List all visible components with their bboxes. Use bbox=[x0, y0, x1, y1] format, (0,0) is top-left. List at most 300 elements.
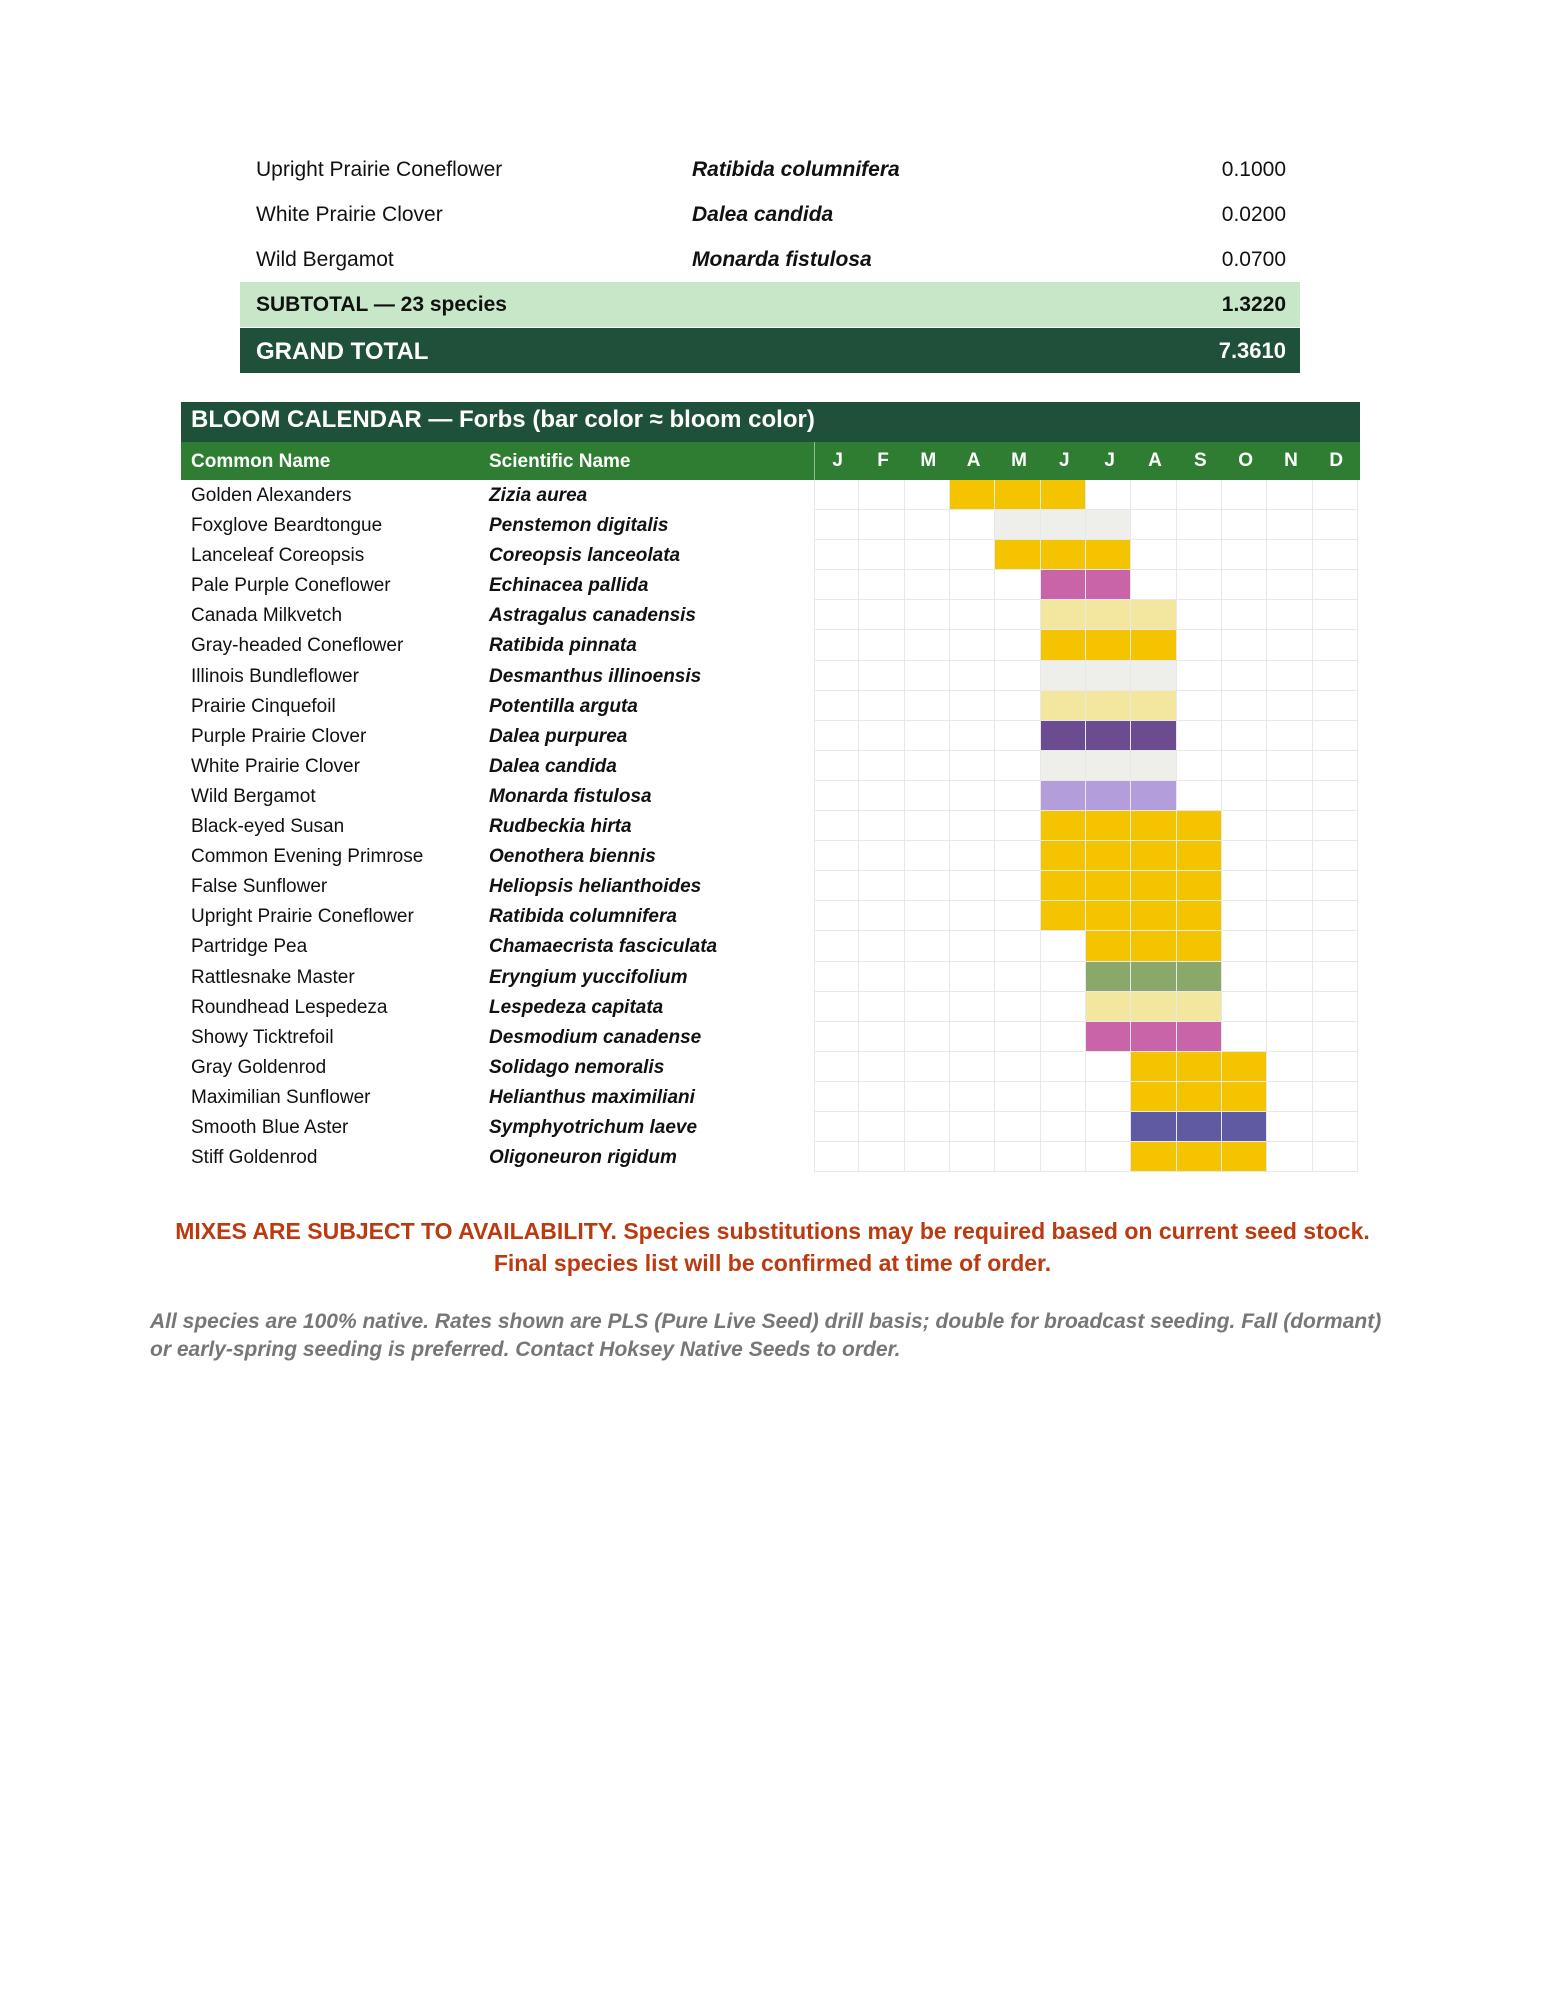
month-cell bbox=[1222, 992, 1267, 1022]
bloom-bar-cell bbox=[1086, 570, 1131, 600]
month-cell bbox=[814, 570, 859, 600]
bloom-bar-cell bbox=[1222, 1142, 1267, 1172]
bloom-row bbox=[181, 841, 1360, 871]
bloom-bar-cell bbox=[1131, 721, 1176, 751]
bloom-bar-cell bbox=[1131, 781, 1176, 811]
month-cell bbox=[1313, 691, 1358, 721]
bloom-month-grid bbox=[814, 901, 1358, 931]
month-cell bbox=[1131, 540, 1176, 570]
month-cell bbox=[1177, 630, 1222, 660]
grand-total-value: 7.3610 bbox=[1218, 338, 1286, 363]
month-header: M bbox=[1011, 450, 1027, 471]
bloom-common-name: False Sunflower bbox=[191, 876, 328, 898]
bloom-bar-cell bbox=[1041, 841, 1086, 871]
month-header: S bbox=[1193, 450, 1207, 471]
bloom-month-grid bbox=[814, 630, 1358, 660]
month-cell bbox=[1222, 540, 1267, 570]
month-cell bbox=[1313, 841, 1358, 871]
bloom-bar-cell bbox=[1086, 1022, 1131, 1052]
bloom-common-name: Illinois Bundleflower bbox=[191, 665, 359, 687]
month-cell bbox=[995, 1142, 1040, 1172]
bloom-scientific-name: Rudbeckia hirta bbox=[489, 816, 632, 838]
month-cell bbox=[995, 811, 1040, 841]
bloom-common-name: Black-eyed Susan bbox=[191, 816, 345, 838]
bloom-bar-cell bbox=[1041, 630, 1086, 660]
month-cell bbox=[814, 901, 859, 931]
bloom-row bbox=[181, 1022, 1360, 1052]
month-cell bbox=[859, 751, 904, 781]
month-cell bbox=[1313, 1112, 1358, 1142]
month-cell bbox=[814, 1112, 859, 1142]
subtotal-value: 1.3220 bbox=[1221, 293, 1286, 316]
month-cell bbox=[1222, 630, 1267, 660]
bloom-bar-cell bbox=[1086, 962, 1131, 992]
bloom-bar-cell bbox=[1086, 871, 1131, 901]
month-cell bbox=[905, 1022, 950, 1052]
month-cell bbox=[950, 1022, 995, 1052]
month-cell bbox=[950, 1112, 995, 1142]
bloom-month-grid bbox=[814, 570, 1358, 600]
month-cell bbox=[1086, 1082, 1131, 1112]
month-cell bbox=[905, 540, 950, 570]
bloom-bar-cell bbox=[1177, 871, 1222, 901]
bloom-common-name: White Prairie Clover bbox=[191, 755, 360, 777]
bloom-scientific-name: Echinacea pallida bbox=[489, 575, 649, 597]
bloom-scientific-name: Oenothera biennis bbox=[489, 846, 656, 868]
month-cell bbox=[859, 1022, 904, 1052]
bloom-bar-cell bbox=[1131, 691, 1176, 721]
month-cell bbox=[1313, 570, 1358, 600]
month-cell bbox=[1313, 931, 1358, 961]
bloom-scientific-name: Oligoneuron rigidum bbox=[489, 1147, 677, 1169]
month-cell bbox=[905, 480, 950, 510]
month-cell bbox=[950, 630, 995, 660]
month-cell bbox=[995, 901, 1040, 931]
bloom-bar-cell bbox=[1131, 1052, 1176, 1082]
month-cell bbox=[1267, 1022, 1312, 1052]
month-cell bbox=[1267, 781, 1312, 811]
bloom-common-name: Partridge Pea bbox=[191, 936, 308, 958]
month-cell bbox=[1041, 1112, 1086, 1142]
bloom-month-grid bbox=[814, 1082, 1358, 1112]
bloom-bar-cell bbox=[1177, 901, 1222, 931]
month-cell bbox=[859, 901, 904, 931]
bloom-month-grid bbox=[814, 480, 1358, 510]
bloom-bar-cell bbox=[1086, 901, 1131, 931]
bloom-scientific-name: Ratibida pinnata bbox=[489, 635, 637, 657]
availability-notice: MIXES ARE SUBJECT TO AVAILABILITY. Species substitutions may be required based on current seed stock. Final species list will be confirmed at time of order. bbox=[175, 1218, 1370, 1276]
month-cell bbox=[1313, 811, 1358, 841]
month-cell bbox=[814, 630, 859, 660]
month-headers bbox=[814, 442, 1359, 480]
bloom-calendar-header bbox=[181, 442, 1360, 480]
seed-common-name: White Prairie Clover bbox=[256, 203, 443, 226]
bloom-bar-cell bbox=[1222, 1052, 1267, 1082]
month-cell bbox=[1177, 661, 1222, 691]
month-header: D bbox=[1329, 450, 1344, 471]
bloom-rows bbox=[181, 480, 1360, 1172]
bloom-row bbox=[181, 781, 1360, 811]
month-cell bbox=[1222, 600, 1267, 630]
bloom-bar-cell bbox=[1086, 661, 1131, 691]
bloom-common-name: Maximilian Sunflower bbox=[191, 1086, 371, 1108]
month-cell bbox=[1177, 570, 1222, 600]
bloom-common-name: Showy Ticktrefoil bbox=[191, 1026, 334, 1048]
bloom-row bbox=[181, 901, 1360, 931]
month-cell bbox=[995, 962, 1040, 992]
bloom-common-name: Golden Alexanders bbox=[191, 485, 352, 506]
bloom-month-grid bbox=[814, 600, 1358, 630]
month-cell bbox=[905, 931, 950, 961]
bloom-bar-cell bbox=[1041, 691, 1086, 721]
month-cell bbox=[905, 600, 950, 630]
bloom-bar-cell bbox=[1041, 480, 1086, 510]
month-cell bbox=[905, 721, 950, 751]
bloom-scientific-name: Solidago nemoralis bbox=[489, 1056, 665, 1078]
month-cell bbox=[859, 600, 904, 630]
month-cell bbox=[995, 751, 1040, 781]
month-cell bbox=[950, 901, 995, 931]
month-cell bbox=[905, 661, 950, 691]
bloom-bar-cell bbox=[1086, 841, 1131, 871]
bloom-bar-cell bbox=[1131, 841, 1176, 871]
bloom-scientific-name: Eryngium yuccifolium bbox=[489, 966, 688, 988]
month-cell bbox=[950, 992, 995, 1022]
bloom-bar-cell bbox=[1177, 1022, 1222, 1052]
month-cell bbox=[1313, 630, 1358, 660]
bloom-row bbox=[181, 1052, 1360, 1082]
seed-row bbox=[240, 147, 1300, 192]
month-cell bbox=[1313, 480, 1358, 510]
month-cell bbox=[859, 480, 904, 510]
month-cell bbox=[995, 721, 1040, 751]
month-cell bbox=[1222, 962, 1267, 992]
bloom-month-grid bbox=[814, 751, 1358, 781]
month-cell bbox=[950, 570, 995, 600]
month-cell bbox=[995, 871, 1040, 901]
month-cell bbox=[859, 992, 904, 1022]
seed-rate: 0.0200 bbox=[1221, 203, 1286, 226]
bloom-scientific-name: Astragalus canadensis bbox=[489, 605, 696, 627]
bloom-common-name: Smooth Blue Aster bbox=[191, 1116, 349, 1138]
bloom-bar-cell bbox=[1041, 661, 1086, 691]
month-cell bbox=[1222, 781, 1267, 811]
bloom-scientific-name: Ratibida columnifera bbox=[489, 906, 677, 928]
bloom-bar-cell bbox=[1131, 1082, 1176, 1112]
bloom-row bbox=[181, 570, 1360, 600]
seed-scientific-name: Ratibida columnifera bbox=[692, 158, 900, 181]
seed-row bbox=[240, 237, 1300, 282]
bloom-bar-cell bbox=[1041, 751, 1086, 781]
bloom-bar-cell bbox=[995, 540, 1040, 570]
month-header: A bbox=[1148, 450, 1162, 471]
month-cell bbox=[1222, 931, 1267, 961]
month-cell bbox=[1086, 1112, 1131, 1142]
month-cell bbox=[905, 630, 950, 660]
bloom-bar-cell bbox=[1086, 751, 1131, 781]
month-cell bbox=[1177, 751, 1222, 781]
month-cell bbox=[814, 1082, 859, 1112]
month-header: J bbox=[1059, 450, 1070, 471]
month-cell bbox=[1086, 1052, 1131, 1082]
header-common-name: Common Name bbox=[191, 451, 331, 472]
bloom-common-name: Canada Milkvetch bbox=[191, 605, 343, 627]
month-cell bbox=[905, 1082, 950, 1112]
month-cell bbox=[950, 540, 995, 570]
month-cell bbox=[950, 962, 995, 992]
bloom-bar-cell bbox=[1177, 992, 1222, 1022]
bloom-scientific-name: Chamaecrista fasciculata bbox=[489, 936, 718, 958]
bloom-bar-cell bbox=[1086, 691, 1131, 721]
bloom-bar-cell bbox=[1177, 1142, 1222, 1172]
month-cell bbox=[1177, 540, 1222, 570]
bloom-bar-cell bbox=[1086, 721, 1131, 751]
bloom-scientific-name: Dalea purpurea bbox=[489, 725, 628, 747]
month-cell bbox=[1222, 510, 1267, 540]
month-header: M bbox=[920, 450, 937, 471]
month-cell bbox=[1313, 510, 1358, 540]
bloom-row bbox=[181, 510, 1360, 540]
seed-scientific-name: Monarda fistulosa bbox=[692, 248, 872, 271]
bloom-bar-cell bbox=[1131, 600, 1176, 630]
month-cell bbox=[814, 751, 859, 781]
month-cell bbox=[905, 1052, 950, 1082]
bloom-common-name: Purple Prairie Clover bbox=[191, 725, 367, 747]
month-cell bbox=[1267, 871, 1312, 901]
month-cell bbox=[1222, 841, 1267, 871]
bloom-bar-cell bbox=[1177, 1052, 1222, 1082]
month-cell bbox=[905, 841, 950, 871]
month-cell bbox=[859, 691, 904, 721]
bloom-scientific-name: Dalea candida bbox=[489, 755, 617, 777]
month-cell bbox=[1041, 962, 1086, 992]
month-cell bbox=[859, 661, 904, 691]
month-cell bbox=[1222, 751, 1267, 781]
bloom-bar-cell bbox=[1177, 931, 1222, 961]
month-cell bbox=[995, 931, 1040, 961]
month-cell bbox=[1177, 781, 1222, 811]
month-cell bbox=[1267, 751, 1312, 781]
month-cell bbox=[1267, 630, 1312, 660]
bloom-calendar-title: BLOOM CALENDAR — Forbs (bar color ≈ bloom color) bbox=[191, 406, 815, 433]
month-cell bbox=[1313, 721, 1358, 751]
bloom-row bbox=[181, 962, 1360, 992]
month-cell bbox=[905, 691, 950, 721]
bloom-common-name: Gray-headed Coneflower bbox=[191, 635, 404, 657]
bloom-bar-cell bbox=[1041, 570, 1086, 600]
bloom-bar-cell bbox=[1041, 811, 1086, 841]
bloom-bar-cell bbox=[1041, 781, 1086, 811]
month-cell bbox=[859, 1112, 904, 1142]
bloom-bar-cell bbox=[1041, 721, 1086, 751]
month-cell bbox=[814, 962, 859, 992]
bloom-bar-cell bbox=[1131, 630, 1176, 660]
month-cell bbox=[814, 661, 859, 691]
bloom-bar-cell bbox=[1222, 1112, 1267, 1142]
seed-row bbox=[240, 192, 1300, 237]
month-header: F bbox=[877, 450, 889, 471]
seed-rate: 0.0700 bbox=[1221, 248, 1286, 271]
month-cell bbox=[859, 811, 904, 841]
month-cell bbox=[995, 691, 1040, 721]
month-cell bbox=[1313, 751, 1358, 781]
month-cell bbox=[905, 992, 950, 1022]
month-cell bbox=[995, 1082, 1040, 1112]
month-cell bbox=[950, 721, 995, 751]
bloom-common-name: Common Evening Primrose bbox=[191, 846, 424, 868]
month-cell bbox=[859, 540, 904, 570]
month-cell bbox=[950, 931, 995, 961]
month-cell bbox=[859, 871, 904, 901]
bloom-month-grid bbox=[814, 811, 1358, 841]
bloom-row bbox=[181, 871, 1360, 901]
bloom-bar-cell bbox=[1041, 600, 1086, 630]
month-cell bbox=[950, 811, 995, 841]
bloom-row bbox=[181, 931, 1360, 961]
bloom-bar-cell bbox=[1041, 901, 1086, 931]
bloom-bar-cell bbox=[950, 480, 995, 510]
bloom-month-grid bbox=[814, 992, 1358, 1022]
month-cell bbox=[1222, 480, 1267, 510]
month-cell bbox=[814, 1052, 859, 1082]
bloom-row bbox=[181, 480, 1360, 510]
month-cell bbox=[814, 721, 859, 751]
month-cell bbox=[1222, 871, 1267, 901]
bloom-bar-cell bbox=[1131, 751, 1176, 781]
month-cell bbox=[814, 992, 859, 1022]
month-cell bbox=[1267, 570, 1312, 600]
month-cell bbox=[814, 841, 859, 871]
month-cell bbox=[995, 781, 1040, 811]
bloom-row bbox=[181, 1142, 1360, 1172]
bloom-scientific-name: Helianthus maximiliani bbox=[489, 1086, 695, 1108]
month-header: J bbox=[1104, 450, 1115, 471]
month-cell bbox=[1222, 1022, 1267, 1052]
month-cell bbox=[1267, 1112, 1312, 1142]
bloom-month-grid bbox=[814, 661, 1358, 691]
month-cell bbox=[814, 811, 859, 841]
month-cell bbox=[1222, 811, 1267, 841]
month-cell bbox=[995, 570, 1040, 600]
month-cell bbox=[814, 600, 859, 630]
bloom-bar-cell bbox=[1131, 901, 1176, 931]
month-cell bbox=[995, 841, 1040, 871]
bloom-month-grid bbox=[814, 781, 1358, 811]
month-cell bbox=[859, 570, 904, 600]
month-cell bbox=[950, 600, 995, 630]
bloom-scientific-name: Coreopsis lanceolata bbox=[489, 545, 681, 567]
bloom-common-name: Rattlesnake Master bbox=[191, 966, 355, 988]
subtotal-row bbox=[240, 282, 1300, 327]
month-cell bbox=[1177, 510, 1222, 540]
grand-total-row bbox=[240, 328, 1300, 373]
seed-rows bbox=[240, 147, 1300, 282]
month-cell bbox=[1267, 661, 1312, 691]
month-cell bbox=[859, 1082, 904, 1112]
bloom-bar-cell bbox=[1131, 931, 1176, 961]
month-cell bbox=[1267, 1082, 1312, 1112]
subtotal-label: SUBTOTAL — 23 species bbox=[256, 293, 507, 316]
bloom-row bbox=[181, 992, 1360, 1022]
bloom-common-name: Foxglove Beardtongue bbox=[191, 515, 383, 537]
month-cell bbox=[995, 600, 1040, 630]
month-cell bbox=[995, 992, 1040, 1022]
month-cell bbox=[1313, 781, 1358, 811]
bloom-common-name: Lanceleaf Coreopsis bbox=[191, 545, 365, 567]
month-cell bbox=[1041, 1082, 1086, 1112]
bloom-row bbox=[181, 1082, 1360, 1112]
bloom-bar-cell bbox=[1041, 510, 1086, 540]
month-cell bbox=[1131, 480, 1176, 510]
month-cell bbox=[814, 931, 859, 961]
month-cell bbox=[995, 661, 1040, 691]
bloom-bar-cell bbox=[1086, 992, 1131, 1022]
month-cell bbox=[859, 781, 904, 811]
month-cell bbox=[995, 1112, 1040, 1142]
month-cell bbox=[1267, 931, 1312, 961]
month-cell bbox=[950, 841, 995, 871]
month-cell bbox=[1267, 540, 1312, 570]
bloom-month-grid bbox=[814, 1052, 1358, 1082]
seed-rate-table bbox=[240, 147, 1300, 373]
bloom-month-grid bbox=[814, 962, 1358, 992]
month-cell bbox=[1313, 1082, 1358, 1112]
month-cell bbox=[1313, 901, 1358, 931]
month-cell bbox=[1267, 480, 1312, 510]
month-cell bbox=[1041, 1142, 1086, 1172]
bloom-scientific-name: Symphyotrichum laeve bbox=[489, 1116, 698, 1138]
bloom-month-grid bbox=[814, 721, 1358, 751]
month-cell bbox=[1313, 1052, 1358, 1082]
month-cell bbox=[905, 510, 950, 540]
month-cell bbox=[1041, 931, 1086, 961]
month-cell bbox=[995, 630, 1040, 660]
month-cell bbox=[1313, 1022, 1358, 1052]
month-cell bbox=[1222, 901, 1267, 931]
bloom-bar-cell bbox=[1131, 1142, 1176, 1172]
month-cell bbox=[905, 751, 950, 781]
month-cell bbox=[814, 540, 859, 570]
month-cell bbox=[905, 962, 950, 992]
bloom-row bbox=[181, 661, 1360, 691]
month-cell bbox=[905, 1142, 950, 1172]
bloom-bar-cell bbox=[1041, 871, 1086, 901]
bloom-common-name: Prairie Cinquefoil bbox=[191, 695, 336, 717]
bloom-scientific-name: Desmanthus illinoensis bbox=[489, 665, 702, 687]
month-cell bbox=[950, 1142, 995, 1172]
month-cell bbox=[905, 781, 950, 811]
month-cell bbox=[1267, 691, 1312, 721]
bloom-bar-cell bbox=[1177, 1112, 1222, 1142]
bloom-row bbox=[181, 811, 1360, 841]
bloom-row bbox=[181, 1112, 1360, 1142]
month-cell bbox=[814, 691, 859, 721]
seed-rate: 0.1000 bbox=[1221, 158, 1286, 181]
month-cell bbox=[950, 510, 995, 540]
month-cell bbox=[1177, 721, 1222, 751]
month-cell bbox=[905, 871, 950, 901]
bloom-scientific-name: Potentilla arguta bbox=[489, 695, 638, 717]
bloom-bar-cell bbox=[1177, 1082, 1222, 1112]
month-cell bbox=[1041, 992, 1086, 1022]
bloom-month-grid bbox=[814, 510, 1358, 540]
bloom-scientific-name: Monarda fistulosa bbox=[489, 785, 652, 807]
month-cell bbox=[859, 721, 904, 751]
month-cell bbox=[1267, 841, 1312, 871]
bloom-month-grid bbox=[814, 1022, 1358, 1052]
month-cell bbox=[814, 1022, 859, 1052]
grand-total-label: GRAND TOTAL bbox=[256, 338, 429, 365]
